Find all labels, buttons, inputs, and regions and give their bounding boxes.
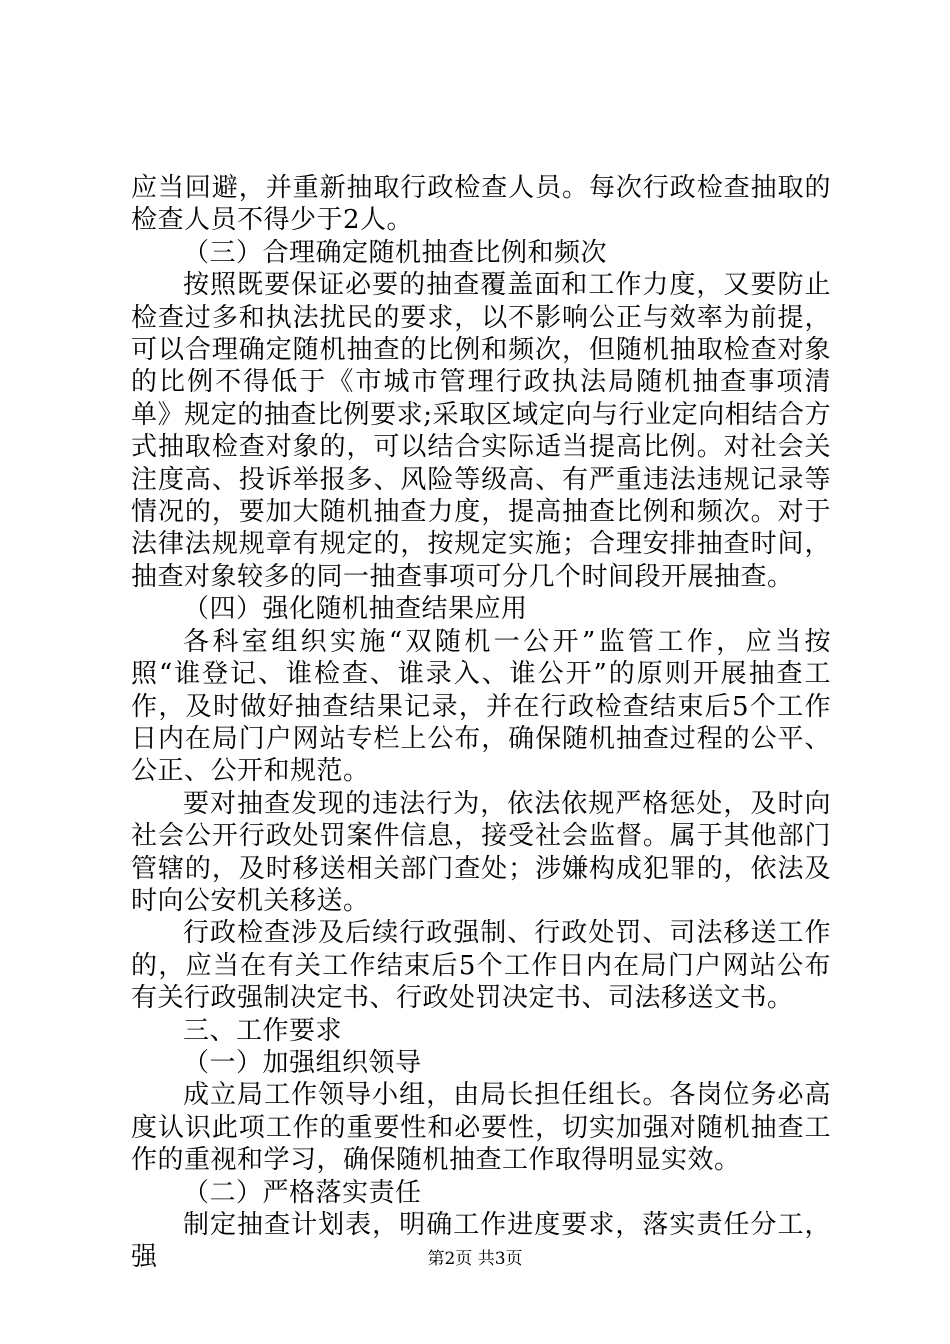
paragraph-leadership-group: 成立局工作领导小组，由局长担任组长。各岗位务必高度认识此项工作的重要性和必要性，切实加强对随机抽查工作的重视和学习，确保随机抽查工作取得明显实效。 — [131, 1080, 831, 1176]
section-heading-3: （三）合理确定随机抽查比例和频次 — [183, 237, 608, 268]
section-heading-leadership: （一）加强组织领导 — [183, 1047, 422, 1078]
section-heading-requirements: 三、工作要求 — [183, 1015, 343, 1046]
page-number-footer: 第2页 共3页 — [427, 1249, 523, 1269]
paragraph-sampling-ratio: 按照既要保证必要的抽查覆盖面和工作力度，又要防止检查过多和执法扰民的要求，以不影响公正与效率为前提，可以合理确定随机抽查的比例和频次，但随机抽取检查对象的比例不得低于《市城市管理行政执法局随机抽查事项清单》规定的抽查比例要求;采取区域定向与行业定向相结合方式抽取检查对象的，可以结合实际适当提高比例。对社会关注度高、投诉举报多、风险等级高、有严重违法违规记录等情况的，要加大随机抽查力度，提高抽查比例和频次。对于法律法规规章有规定的，按规定实施；合理安排抽查时间，抽查对象较多的同一抽查事项可分几个时间段开展抽查。 — [131, 270, 831, 592]
paragraph-violations: 要对抽查发现的违法行为，依法依规严格惩处，及时向社会公开行政处罚案件信息，接受社会监督。属于其他部门管辖的，及时移送相关部门查处；涉嫌构成犯罪的，依法及时向公安机关移送。 — [131, 788, 831, 916]
paragraph-double-random: 各科室组织实施“双随机一公开”监管工作，应当按照“谁登记、谁检查、谁录入、谁公开”的原则开展抽查工作，及时做好抽查结果记录，并在行政检查结束后5个工作日内在局门户网站专栏上公布，确保随机抽查过程的公平、公正、公开和规范。 — [131, 626, 831, 787]
paragraph-follow-up: 行政检查涉及后续行政强制、行政处罚、司法移送工作的，应当在有关工作结束后5个工作日内在局门户网站公布有关行政强制决定书、行政处罚决定书、司法移送文书。 — [131, 918, 831, 1014]
section-heading-4: （四）强化随机抽查结果应用 — [183, 594, 528, 625]
document-body — [131, 172, 831, 1274]
paragraph-continuation: 应当回避，并重新抽取行政检查人员。每次行政检查抽取的检查人员不得少于2人。 — [131, 173, 831, 236]
paragraph-plan: 制定抽查计划表，明确工作进度要求，落实责任分工，强 — [131, 1210, 831, 1273]
section-heading-responsibility: （二）严格落实责任 — [183, 1177, 422, 1208]
